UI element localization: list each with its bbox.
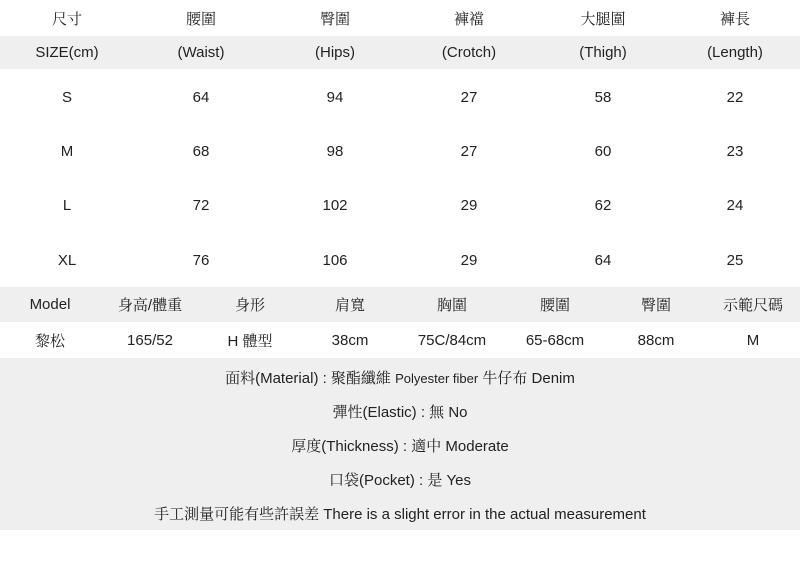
model-name: 黎松 <box>34 332 65 350</box>
crotch-cell: 29 <box>460 196 478 214</box>
table-row <box>0 80 800 114</box>
size-cell: L <box>62 196 72 214</box>
header-chest: 胸圍 <box>436 297 467 314</box>
header-size-zh: 尺寸 <box>51 10 82 28</box>
model-body-type: H 體型 <box>227 332 273 350</box>
size-cell: XL <box>57 251 77 269</box>
crotch-cell: 27 <box>460 142 478 160</box>
header-length-zh: 褲長 <box>719 10 750 28</box>
header-hips: 臀圍 <box>640 297 671 314</box>
table-row <box>0 134 800 168</box>
header-waist-zh: 腰圍 <box>185 10 216 28</box>
header-hips-zh: 臀圍 <box>319 10 350 28</box>
header-height-weight: 身高/體重 <box>117 297 183 314</box>
product-specs <box>0 358 800 530</box>
hips-cell: 106 <box>322 251 348 269</box>
header-waist-en: (Waist) <box>177 44 225 61</box>
size-cell: M <box>60 142 74 160</box>
material-line <box>0 367 800 388</box>
hips-cell: 94 <box>326 88 344 106</box>
measurement-note: 手工測量可能有些許誤差 There is a slight error in the actual measurement <box>154 506 646 523</box>
thickness-line: 厚度(Thickness) : 適中 Moderate <box>291 438 509 455</box>
table-row <box>0 243 800 277</box>
header-model: Model <box>29 296 71 313</box>
header-body-type: 身形 <box>234 297 265 314</box>
material-denim: 牛仔布 Denim <box>482 370 575 387</box>
waist-cell: 68 <box>192 142 210 160</box>
header-length-en: (Length) <box>707 44 763 61</box>
header-crotch-zh: 褲襠 <box>453 10 484 28</box>
waist-cell: 76 <box>192 251 210 269</box>
model-chest: 75C/84cm <box>417 331 487 349</box>
thigh-cell: 58 <box>594 88 612 106</box>
size-cell: S <box>61 88 72 106</box>
header-thigh-zh: 大腿圍 <box>580 10 626 28</box>
crotch-cell: 27 <box>460 88 478 106</box>
waist-cell: 72 <box>192 196 210 214</box>
length-cell: 25 <box>726 251 744 269</box>
crotch-cell: 29 <box>460 251 478 269</box>
size-header-zh-row <box>0 0 800 36</box>
model-data-row <box>0 322 800 358</box>
hips-cell: 102 <box>322 196 348 214</box>
elastic-line: 彈性(Elastic) : 無 No <box>332 404 468 421</box>
model-hips: 88cm <box>637 331 675 349</box>
header-shoulder: 肩寬 <box>334 297 365 314</box>
size-header-en-row <box>0 36 800 69</box>
pocket-line: 口袋(Pocket) : 是 Yes <box>329 472 471 489</box>
header-size-en: SIZE(cm) <box>35 44 99 61</box>
header-crotch-en: (Crotch) <box>441 44 497 61</box>
model-header-row <box>0 287 800 322</box>
length-cell: 22 <box>726 88 744 106</box>
material-en: Polyester fiber <box>395 371 479 386</box>
length-cell: 24 <box>726 196 744 214</box>
length-cell: 23 <box>726 142 744 160</box>
hips-cell: 98 <box>326 142 344 160</box>
waist-cell: 64 <box>192 88 210 106</box>
header-waist: 腰圍 <box>539 297 570 314</box>
thigh-cell: 62 <box>594 196 612 214</box>
thigh-cell: 64 <box>594 251 612 269</box>
header-hips-en: (Hips) <box>315 44 355 61</box>
model-height-weight: 165/52 <box>127 331 173 349</box>
header-thigh-en: (Thigh) <box>579 44 627 61</box>
table-row <box>0 188 800 222</box>
model-size-worn: M <box>746 331 760 349</box>
header-size-worn: 示範尺碼 <box>722 297 783 314</box>
model-waist: 65-68cm <box>525 331 585 349</box>
thigh-cell: 60 <box>594 142 612 160</box>
model-shoulder: 38cm <box>331 331 369 349</box>
material-label: 面料(Material) : 聚酯纖維 <box>225 370 391 387</box>
